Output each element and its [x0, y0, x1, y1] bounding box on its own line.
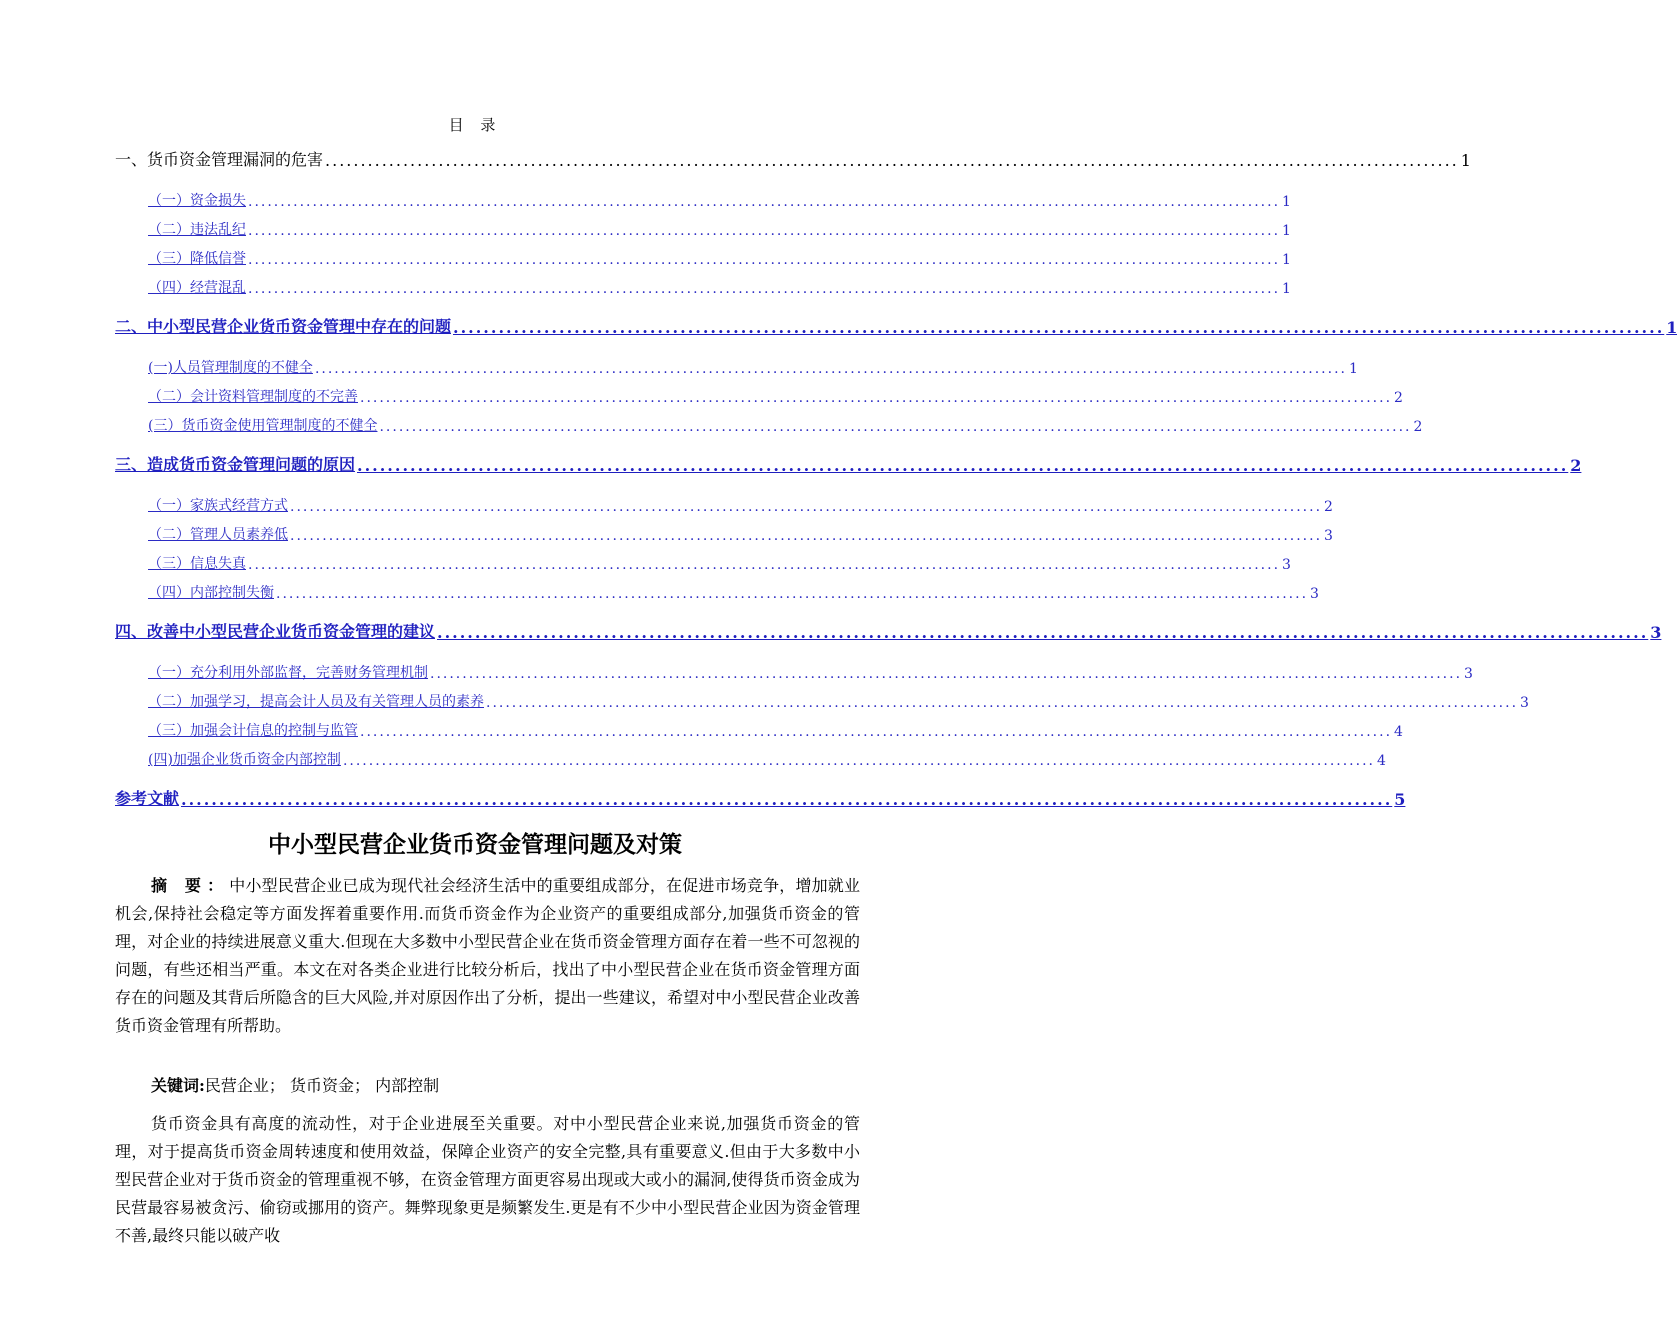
- toc-leader-dots: ................................................................................................................................................................: [430, 666, 1463, 682]
- abstract-paragraph: [115, 872, 860, 1040]
- toc-entry-label: 二、中小型民营企业货币资金管理中存在的问题: [115, 317, 452, 336]
- toc-entry-section-2[interactable]: [115, 313, 1677, 337]
- toc-page-number: 1: [1282, 194, 1291, 210]
- toc-entry-label: （一）充分利用外部监督，完善财务管理机制: [148, 665, 428, 681]
- toc-page-number: 1: [1282, 223, 1291, 239]
- toc-entry-label: 三、造成货币资金管理问题的原因: [115, 455, 356, 474]
- toc-leader-dots: ................................................................................................................................................................: [248, 194, 1281, 210]
- toc-leader-dots: ................................................................................................................................................................: [453, 318, 1665, 337]
- toc-leader-dots: ................................................................................................................................................................: [325, 151, 1459, 170]
- toc-page-number: 3: [1520, 695, 1529, 711]
- toc-leader-dots: ................................................................................................................................................................: [379, 419, 1412, 435]
- toc-entry-label: 一、货币资金管理漏洞的危害: [115, 150, 324, 169]
- toc-leader-dots: ................................................................................................................................................................: [276, 586, 1309, 602]
- toc-entry-label: （四）内部控制失衡: [148, 585, 274, 601]
- toc-page-number: 1: [1282, 252, 1291, 268]
- toc-entry-3-4[interactable]: [148, 578, 1319, 602]
- toc-page-number: 2: [1413, 419, 1423, 435]
- toc-page-number: 3: [1464, 666, 1473, 682]
- toc-entry-label: （二）加强学习，提高会计人员及有关管理人员的素养: [148, 694, 484, 710]
- toc-entry-label: 参考文献: [115, 789, 180, 808]
- toc-entry-3-1[interactable]: [148, 491, 1333, 515]
- toc-leader-dots: ................................................................................................................................................................: [248, 223, 1281, 239]
- toc-entry-label: （二）会计资料管理制度的不完善: [148, 389, 358, 405]
- toc-leader-dots: ................................................................................................................................................................: [342, 753, 1375, 769]
- toc-entry-4-4[interactable]: [148, 745, 1386, 769]
- toc-entry-1-3[interactable]: [148, 244, 1291, 268]
- toc-entry-section-1[interactable]: [115, 146, 1471, 170]
- toc-entry-label: （三）加强会计信息的控制与监管: [148, 723, 358, 739]
- keywords-paragraph: [115, 1072, 860, 1100]
- toc-entry-label: （一）资金损失: [148, 193, 246, 209]
- toc-page-number: 4: [1394, 724, 1403, 740]
- toc-entry-label: (一)人员管理制度的不健全: [148, 360, 313, 376]
- toc-entry-2-2[interactable]: [148, 382, 1403, 406]
- toc-entry-2-1[interactable]: [148, 353, 1358, 377]
- toc-entry-1-4[interactable]: [148, 273, 1291, 297]
- toc-entry-label: 四、改善中小型民营企业货币资金管理的建议: [115, 622, 436, 641]
- toc-entry-label: （三）信息失真: [148, 556, 246, 572]
- toc-page-number: 2: [1324, 499, 1333, 515]
- toc-leader-dots: ................................................................................................................................................................: [360, 390, 1393, 406]
- toc-entry-3-2[interactable]: [148, 520, 1333, 544]
- toc-page-number: 1: [1282, 281, 1291, 297]
- toc-entry-2-3[interactable]: [148, 411, 1423, 435]
- toc-leader-dots: ................................................................................................................................................................: [437, 623, 1649, 642]
- toc-entry-label: （一）家族式经营方式: [148, 498, 288, 514]
- keywords-label: 关键词:: [151, 1076, 205, 1095]
- toc-page-number: 1: [1348, 361, 1358, 377]
- toc-leader-dots: ................................................................................................................................................................: [314, 361, 1347, 377]
- toc-page-number: 2: [1570, 456, 1582, 475]
- toc-page-number: 1: [1460, 151, 1471, 170]
- toc-leader-dots: ................................................................................................................................................................: [486, 695, 1519, 711]
- toc-entry-label: （三）降低信誉: [148, 251, 246, 267]
- abstract-label: 摘 要：: [151, 876, 230, 895]
- toc-entry-references[interactable]: [115, 785, 1406, 809]
- toc-page-number: 1: [1666, 318, 1677, 337]
- toc-leader-dots: ................................................................................................................................................................: [290, 528, 1323, 544]
- toc-page-number: 4: [1376, 753, 1386, 769]
- toc-entry-section-3[interactable]: [115, 451, 1582, 475]
- toc-entry-4-1[interactable]: [148, 658, 1473, 682]
- toc-entry-4-2[interactable]: [148, 687, 1529, 711]
- toc-page-number: 2: [1394, 390, 1403, 406]
- abstract-text: 中小型民营企业已成为现代社会经济生活中的重要组成部分，在促进市场竞争，增加就业机会,保持社会稳定等方面发挥着重要作用.而货币资金作为企业资产的重要组成部分,加强货币资金的管理，对企业的持续进展意义重大.但现在大多数中小型民营企业在货币资金管理方面存在着一些不可忽视的问题，有些还相当严重。本文在对各类企业进行比较分析后，找出了中小型民营企业在货币资金管理方面存在的问题及其背后所隐含的巨大风险,并对原因作出了分析，提出一些建议，希望对中小型民营企业改善货币资金管理有所帮助。: [115, 876, 860, 1035]
- toc-leader-dots: ................................................................................................................................................................: [290, 499, 1323, 515]
- toc-page-number: 3: [1650, 623, 1662, 642]
- toc-page-number: 3: [1324, 528, 1333, 544]
- body-paragraph: 货币资金具有高度的流动性，对于企业进展至关重要。对中小型民营企业来说,加强货币资金的管理，对于提高货币资金周转速度和使用效益，保障企业资产的安全完整,具有重要意义.但由于大多数中小型民营企业对于货币资金的管理重视不够，在资金管理方面更容易出现或大或小的漏洞,使得货币资金成为民营最容易被贪污、偷窃或挪用的资产。舞弊现象更是频繁发生.更是有不少中小型民营企业因为资金管理不善,最终只能以破产收: [115, 1114, 860, 1245]
- toc-entry-label: （四）经营混乱: [148, 280, 246, 296]
- toc-leader-dots: ................................................................................................................................................................: [248, 557, 1281, 573]
- toc-entry-label: （二）管理人员素养低: [148, 527, 288, 543]
- toc-entry-3-3[interactable]: [148, 549, 1291, 573]
- document-title: 中小型民营企业货币资金管理问题及对策: [268, 832, 682, 858]
- toc-entry-1-2[interactable]: [148, 215, 1291, 239]
- toc-leader-dots: ................................................................................................................................................................: [248, 252, 1281, 268]
- toc-entry-section-4[interactable]: [115, 618, 1662, 642]
- toc-leader-dots: ................................................................................................................................................................: [360, 724, 1393, 740]
- toc-page-number: 3: [1310, 586, 1319, 602]
- toc-page-number: 3: [1282, 557, 1291, 573]
- toc-leader-dots: ................................................................................................................................................................: [357, 456, 1569, 475]
- toc-leader-dots: ................................................................................................................................................................: [248, 281, 1281, 297]
- toc-leader-dots: ................................................................................................................................................................: [181, 790, 1393, 809]
- toc-entry-label: （二）违法乱纪: [148, 222, 246, 238]
- toc-entry-4-3[interactable]: [148, 716, 1403, 740]
- toc-title: 目 录: [448, 116, 502, 134]
- toc-entry-1-1[interactable]: [148, 186, 1291, 210]
- keywords-text: 民营企业； 货币资金； 内部控制: [204, 1076, 440, 1095]
- toc-entry-label: (三）货币资金使用管理制度的不健全: [148, 418, 378, 434]
- toc-page-number: 5: [1394, 790, 1406, 809]
- toc-entry-label: (四)加强企业货币资金内部控制: [148, 752, 341, 768]
